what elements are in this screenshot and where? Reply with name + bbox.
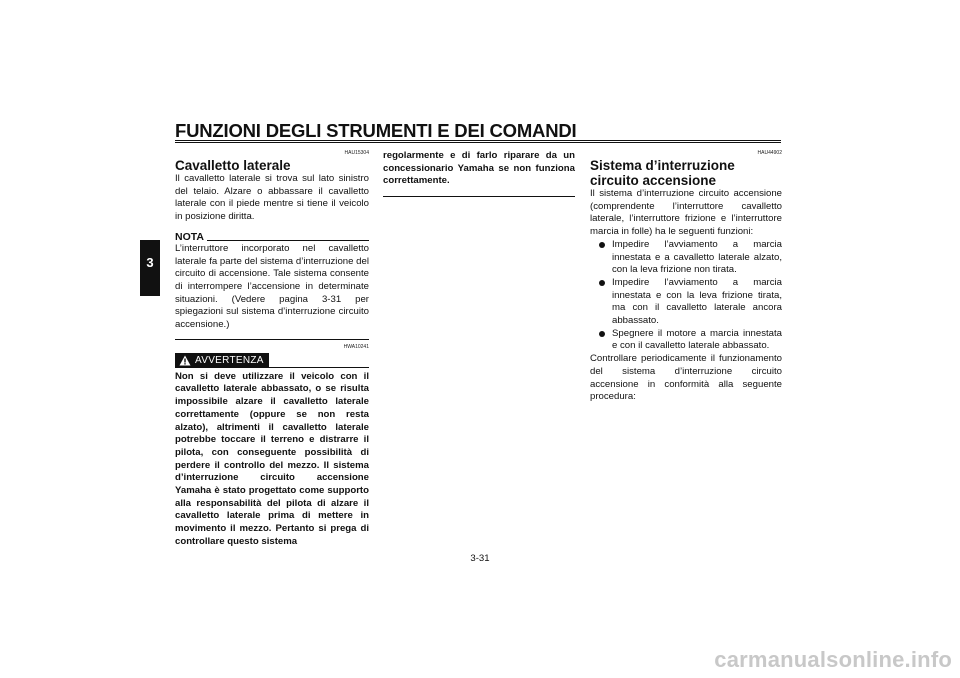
section-intro: Il sistema d’interruzione circuito accensione (comprendente l’interruttore cavalletto laterale, l’interruttore frizione e l’interruttore marcia in folle) ha le seguenti funzioni: <box>590 188 782 238</box>
list-item: Impedire l’avviamento a marcia innestata e con la leva frizione tirata, ma con il cavalletto laterale ancora abbassato. <box>590 277 782 328</box>
nota-end-rule <box>175 339 369 340</box>
nota-label: NOTA <box>175 230 204 243</box>
nota-rule <box>207 240 369 241</box>
section-intro: Il cavalletto laterale si trova sul lato sinistro del telaio. Alzare o abbassare il cavalletto laterale con il piede mentre si tiene il veicolo in posizione diritta. <box>175 173 369 223</box>
section-outro: Controllare periodicamente il funzionamento del sistema d’interruzione circuito accensione in conformità alla seguente procedura: <box>590 353 782 403</box>
column-2 <box>383 150 575 201</box>
warning-label: AVVERTENZA <box>195 354 264 366</box>
watermark: carmanualsonline.info <box>714 647 952 672</box>
column-1 <box>175 150 369 549</box>
chapter-number: 3 <box>146 255 154 270</box>
warning-triangle-icon <box>179 355 191 366</box>
warning-code: HWA10241 <box>343 343 369 350</box>
warning-header <box>175 352 369 368</box>
section-heading: Cavalletto laterale <box>175 158 291 173</box>
list-item: Spegnere il motore a marcia innestata e con il cavalletto laterale abbassato. <box>590 328 782 353</box>
column-3 <box>590 150 782 404</box>
page-title: FUNZIONI DEGLI STRUMENTI E DEI COMANDI <box>175 120 577 141</box>
nota-header <box>175 230 369 243</box>
header-rule <box>175 140 781 143</box>
warning-rule <box>269 367 369 368</box>
list-item: Impedire l’avviamento a marcia innestata e a cavalletto laterale alzato, con la leva frizione non tirata. <box>590 239 782 277</box>
function-list <box>590 239 782 353</box>
warning-end-rule <box>383 196 575 197</box>
section-heading: Sistema d’interruzione circuito accensione <box>590 158 735 188</box>
section-code: HAU15304 <box>344 150 369 156</box>
bullet-icon <box>599 331 605 337</box>
page-number: 3-31 <box>470 553 490 564</box>
page-header <box>175 120 781 142</box>
section-code: HAU44902 <box>757 150 782 156</box>
warning-text: Non si deve utilizzare il veicolo con il cavalletto laterale abbassato, o se risulta impossibile alzare il cavalletto laterale correttamente (oppure se non resta alzato), altrimenti il cavalletto laterale potrebbe toccare il terreno e distrarre il pilota, con conseguente possibilità di perdere il controllo del mezzo. Il sistema d’interruzione circuito accensione Yamaha è stato progettato come supporto alla responsabilità del pilota di alzare il cavalletto laterale prima di mettere in movimento il mezzo. Pertanto si prega di controllare questo sistema <box>175 370 369 547</box>
bullet-icon <box>599 280 605 286</box>
bullet-icon <box>599 242 605 248</box>
nota-text: L’interruttore incorporato nel cavalletto laterale fa parte del sistema d’interruzione del circuito di accensione. Tale sistema consente di interrompere l’accensione in determinate situazioni. (Vedere pagina 3-31 per spiegazioni sul sistema d’interruzione circuito accensione.) <box>175 242 369 331</box>
warning-badge <box>175 353 269 368</box>
warning-continuation: regolarmente e di farlo riparare da un concessionario Yamaha se non funziona correttamente. <box>383 150 575 187</box>
